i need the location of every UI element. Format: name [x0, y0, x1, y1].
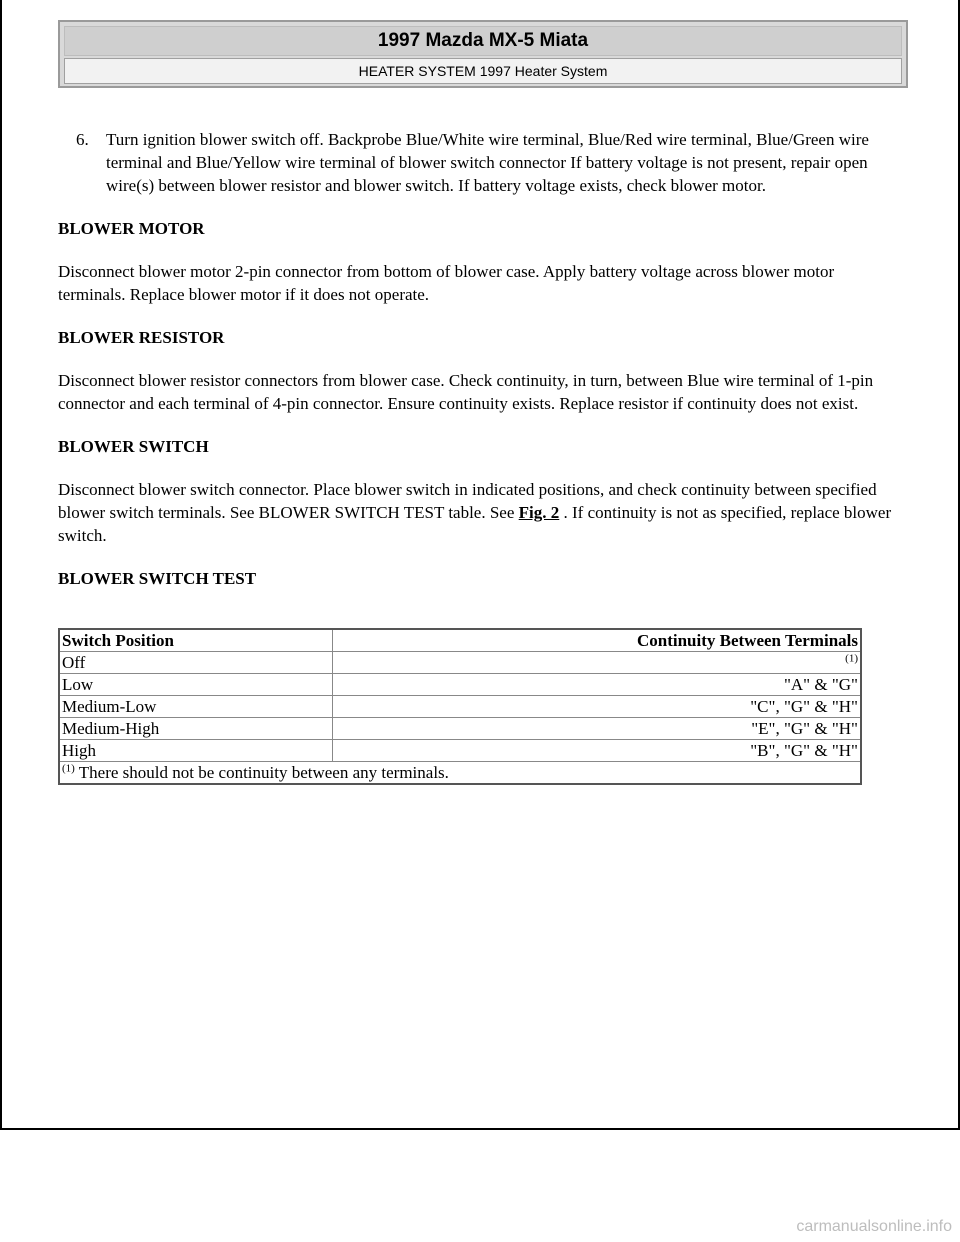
column-header-continuity: Continuity Between Terminals	[333, 629, 861, 652]
blower-switch-text-b: . If continuity is not as specified, replace blower switch.	[58, 503, 892, 545]
cell-continuity: "E", "G" & "H"	[333, 718, 861, 740]
blower-switch-test-table	[58, 628, 862, 785]
blower-resistor-heading: BLOWER RESISTOR	[58, 328, 225, 347]
table-row	[59, 674, 861, 696]
table-footnote-row	[59, 762, 861, 785]
cell-continuity: "B", "G" & "H"	[333, 740, 861, 762]
content-body	[58, 128, 904, 590]
step-6	[58, 128, 904, 197]
step-number: 6.	[76, 130, 89, 149]
step-text: Turn ignition blower switch off. Backprobe Blue/White wire terminal, Blue/Red wire terminal, Blue/Green wire terminal and Blue/Yellow wire terminal of blower switch connector If battery voltage is not present, repair open wire(s) between blower resistor and blower switch. If battery voltage exists, check blower motor.	[106, 130, 869, 195]
cell-position: Off	[59, 652, 333, 674]
column-header-switch-position: Switch Position	[59, 629, 333, 652]
cell-position: High	[59, 740, 333, 762]
table-row	[59, 718, 861, 740]
document-title: 1997 Mazda MX-5 Miata	[64, 26, 902, 56]
fig-2-link[interactable]: Fig. 2	[518, 503, 560, 522]
cell-continuity: "C", "G" & "H"	[333, 696, 861, 718]
cell-position: Medium-Low	[59, 696, 333, 718]
table-title: BLOWER SWITCH TEST	[58, 569, 257, 588]
blower-switch-text-a: Disconnect blower switch connector. Place blower switch in indicated positions, and check continuity between specified blower switch terminals. See BLOWER SWITCH TEST table. See	[58, 480, 877, 522]
blower-motor-heading: BLOWER MOTOR	[58, 219, 205, 238]
watermark: carmanualsonline.info	[796, 1218, 952, 1235]
footnote-mark: (1)	[62, 762, 75, 775]
cell-continuity: "A" & "G"	[333, 674, 861, 696]
footnote-ref: (1)	[845, 652, 858, 665]
cell-position: Low	[59, 674, 333, 696]
document-header	[58, 20, 908, 88]
blower-switch-heading: BLOWER SWITCH	[58, 437, 209, 456]
table-row	[59, 740, 861, 762]
blower-resistor-text: Disconnect blower resistor connectors from blower case. Check continuity, in turn, between Blue wire terminal of 1-pin connector and each terminal of 4-pin connector. Ensure continuity exists. Replace resistor if continuity does not exist.	[58, 371, 874, 413]
blower-motor-text: Disconnect blower motor 2-pin connector from bottom of blower case. Apply battery voltage across blower motor terminals. Replace blower motor if it does not operate.	[58, 262, 835, 304]
table-row	[59, 696, 861, 718]
blower-switch-text	[58, 478, 904, 547]
footnote-text: There should not be continuity between any terminals.	[78, 763, 449, 782]
table-row	[59, 652, 861, 674]
table-footnote	[59, 762, 861, 785]
document-subtitle: HEATER SYSTEM 1997 Heater System	[64, 58, 902, 84]
cell-continuity	[333, 652, 861, 674]
cell-position: Medium-High	[59, 718, 333, 740]
table-header-row	[59, 629, 861, 652]
